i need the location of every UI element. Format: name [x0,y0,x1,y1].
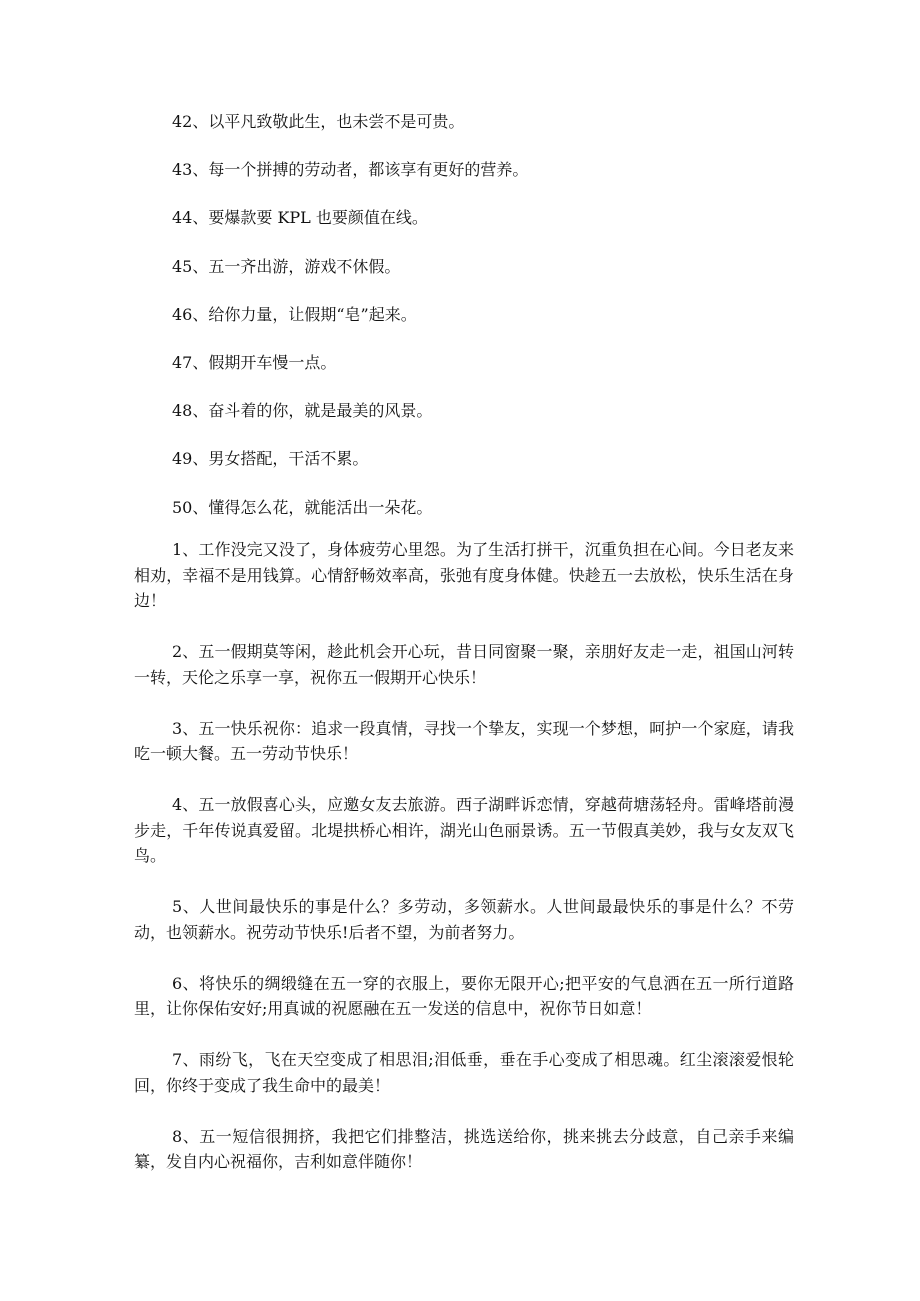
slogan-item: 44、要爆款要 KPL 也要颜值在线。 [172,208,428,228]
slogan-item: 50、懂得怎么花，就能活出一朵花。 [172,497,433,517]
slogan-list [172,110,792,544]
greeting-paragraph-list [134,537,794,1200]
greeting-paragraph: 5、人世间最快乐的事是什么？多劳动，多领薪水。人世间最最快乐的事是什么？不劳动，也领薪水。祝劳动节快乐!后者不望，为前者努力。 [134,897,794,942]
greeting-paragraph: 7、雨纷飞，飞在天空变成了相思泪;泪低垂，垂在手心变成了相思魂。红尘滚滚爱恨轮回，你终于变成了我生命中的最美！ [134,1050,794,1095]
slogan-item: 42、以平凡致敬此生，也未尝不是可贵。 [172,112,465,131]
slogan-item: 48、奋斗着的你，就是最美的风景。 [172,401,433,421]
greeting-paragraph: 2、五一假期莫等闲，趁此机会开心玩，昔日同窗聚一聚，亲朋好友走一走，祖国山河转一转，天伦之乐享一享，祝你五一假期开心快乐！ [134,642,794,687]
greeting-paragraph: 6、将快乐的绸缎缝在五一穿的衣服上，要你无限开心;把平安的气息洒在五一所行道路里，让你保佑安好;用真诚的祝愿融在五一发送的信息中，祝你节日如意！ [134,973,794,1018]
slogan-item: 49、男女搭配，干活不累。 [172,449,369,469]
slogan-item: 43、每一个拼搏的劳动者，都该享有更好的营养。 [172,160,529,180]
greeting-paragraph: 1、工作没完又没了，身体疲劳心里怨。为了生活打拼干，沉重负担在心间。今日老友来相劝，幸福不是用钱算。心情舒畅效率高，张弛有度身体健。快趁五一去放松，快乐生活在身边！ [134,540,794,610]
slogan-item: 46、给你力量，让假期“皂”起来。 [172,304,417,324]
greeting-paragraph: 8、五一短信很拥挤，我把它们排整洁，挑选送给你，挑来挑去分歧意，自己亲手来编纂，发自内心祝福你，吉利如意伴随你！ [134,1126,794,1171]
greeting-paragraph: 4、五一放假喜心头，应邀女友去旅游。西子湖畔诉恋情，穿越荷塘荡轻舟。雷峰塔前漫步走，千年传说真爱留。北堤拱桥心相许，湖光山色丽景诱。五一节假真美妙，我与女友双飞鸟。 [134,795,794,865]
slogan-item: 47、假期开车慢一点。 [172,352,337,372]
slogan-item: 45、五一齐出游，游戏不休假。 [172,256,401,276]
greeting-paragraph: 3、五一快乐祝你：追求一段真情，寻找一个挚友，实现一个梦想，呵护一个家庭，请我吃一顿大餐。五一劳动节快乐！ [134,718,794,763]
